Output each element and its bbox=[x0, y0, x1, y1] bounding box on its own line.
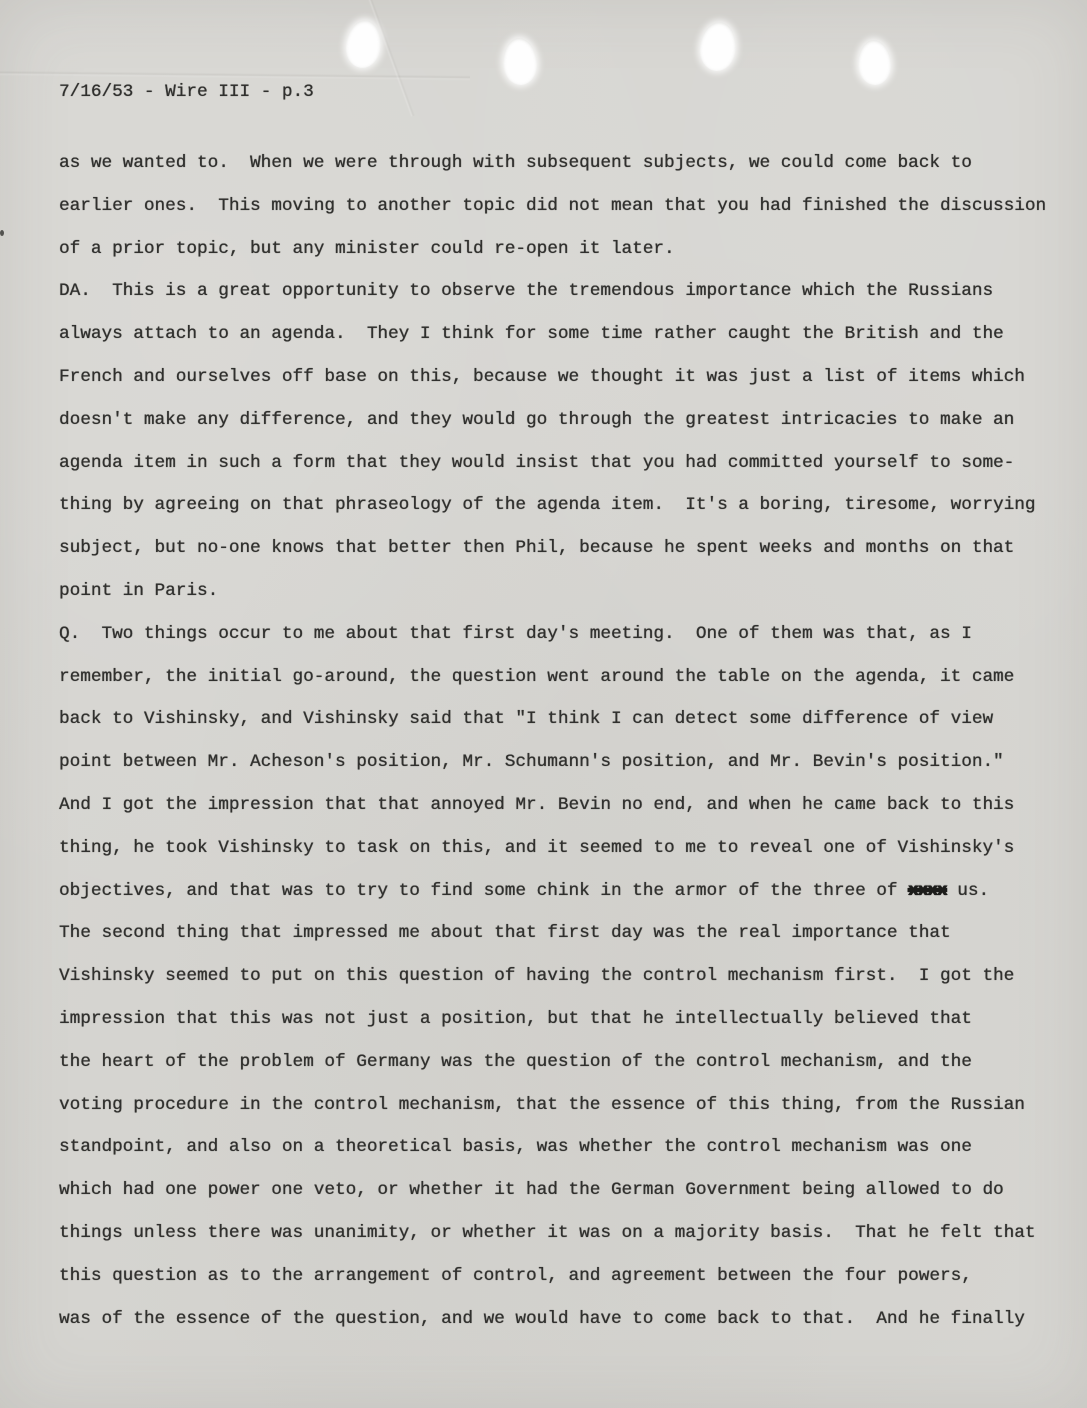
text-line: of a prior topic, but any minister could re-open it later. bbox=[59, 238, 675, 259]
punch-hole-3 bbox=[698, 20, 739, 72]
text-line: remember, the initial go-around, the question went around the table on the agenda, it came bbox=[59, 666, 1015, 687]
text-line: impression that this was not just a position, but that he intellectually believed that bbox=[59, 1008, 972, 1029]
text-line: The second thing that impressed me about that first day was the real importance that bbox=[59, 923, 951, 944]
text-line: point in Paris. bbox=[59, 580, 219, 601]
text-segment: us. bbox=[946, 880, 990, 901]
punch-hole-4 bbox=[857, 39, 892, 86]
struck-word: xxxx bbox=[908, 880, 947, 901]
punch-hole-2 bbox=[501, 37, 538, 86]
scan-speck bbox=[0, 230, 4, 236]
text-line: standpoint, and also on a theoretical basis, was whether the control mechanism was one bbox=[59, 1137, 972, 1158]
text-line: point between Mr. Acheson's position, Mr. Schumann's position, and Mr. Bevin's position." bbox=[59, 752, 1004, 773]
text-line: as we wanted to. When we were through with subsequent subjects, we could come back to bbox=[59, 153, 972, 173]
text-line: French and ourselves off base on this, because we thought it was just a list of items which bbox=[59, 366, 1025, 387]
text-line: Q. Two things occur to me about that first day's meeting. One of them was that, as I bbox=[59, 623, 972, 644]
text-line: was of the essence of the question, and we would have to come back to that. And he finally bbox=[59, 1308, 1025, 1329]
text-line: And I got the impression that that annoyed Mr. Bevin no end, and when he came back to this bbox=[59, 794, 1015, 815]
text-line: thing by agreeing on that phraseology of the agenda item. It's a boring, tiresome, worrying bbox=[59, 495, 1036, 516]
document-body bbox=[59, 142, 1069, 1340]
text-line: thing, he took Vishinsky to task on this, and it seemed to me to reveal one of Vishinsky's bbox=[59, 837, 1015, 858]
text-line: subject, but no-one knows that better then Phil, because he spent weeks and months on that bbox=[59, 538, 1015, 559]
text-line: the heart of the problem of Germany was the question of the control mechanism, and the bbox=[59, 1051, 972, 1072]
text-line: which had one power one veto, or whether it had the German Government being allowed to do bbox=[59, 1180, 1004, 1201]
text-line: agenda item in such a form that they would insist that you had committed yourself to some- bbox=[59, 452, 1015, 473]
text-segment: objectives, and that was to try to find some chink in the armor of the three of bbox=[59, 880, 909, 901]
text-line: Vishinsky seemed to put on this question of having the control mechanism first. I got the bbox=[59, 966, 1015, 987]
text-line: doesn't make any difference, and they would go through the greatest intricacies to make an bbox=[59, 409, 1015, 430]
text-line: this question as to the arrangement of control, and agreement between the four powers, bbox=[59, 1265, 972, 1286]
page-header: 7/16/53 - Wire III - p.3 bbox=[59, 82, 314, 102]
text-line-with-strikeout bbox=[59, 870, 1069, 913]
text-line: earlier ones. This moving to another topic did not mean that you had finished the discussion bbox=[59, 195, 1047, 216]
text-line: always attach to an agenda. They I think for some time rather caught the British and the bbox=[59, 324, 1004, 345]
text-line: voting procedure in the control mechanism, that the essence of this thing, from the Russian bbox=[59, 1094, 1025, 1115]
text-line: back to Vishinsky, and Vishinsky said that "I think I can detect some difference of view bbox=[59, 709, 994, 730]
text-line: DA. This is a great opportunity to observe the tremendous importance which the Russians bbox=[59, 281, 994, 302]
text-line: things unless there was unanimity, or whether it was on a majority basis. That he felt that bbox=[59, 1222, 1036, 1243]
